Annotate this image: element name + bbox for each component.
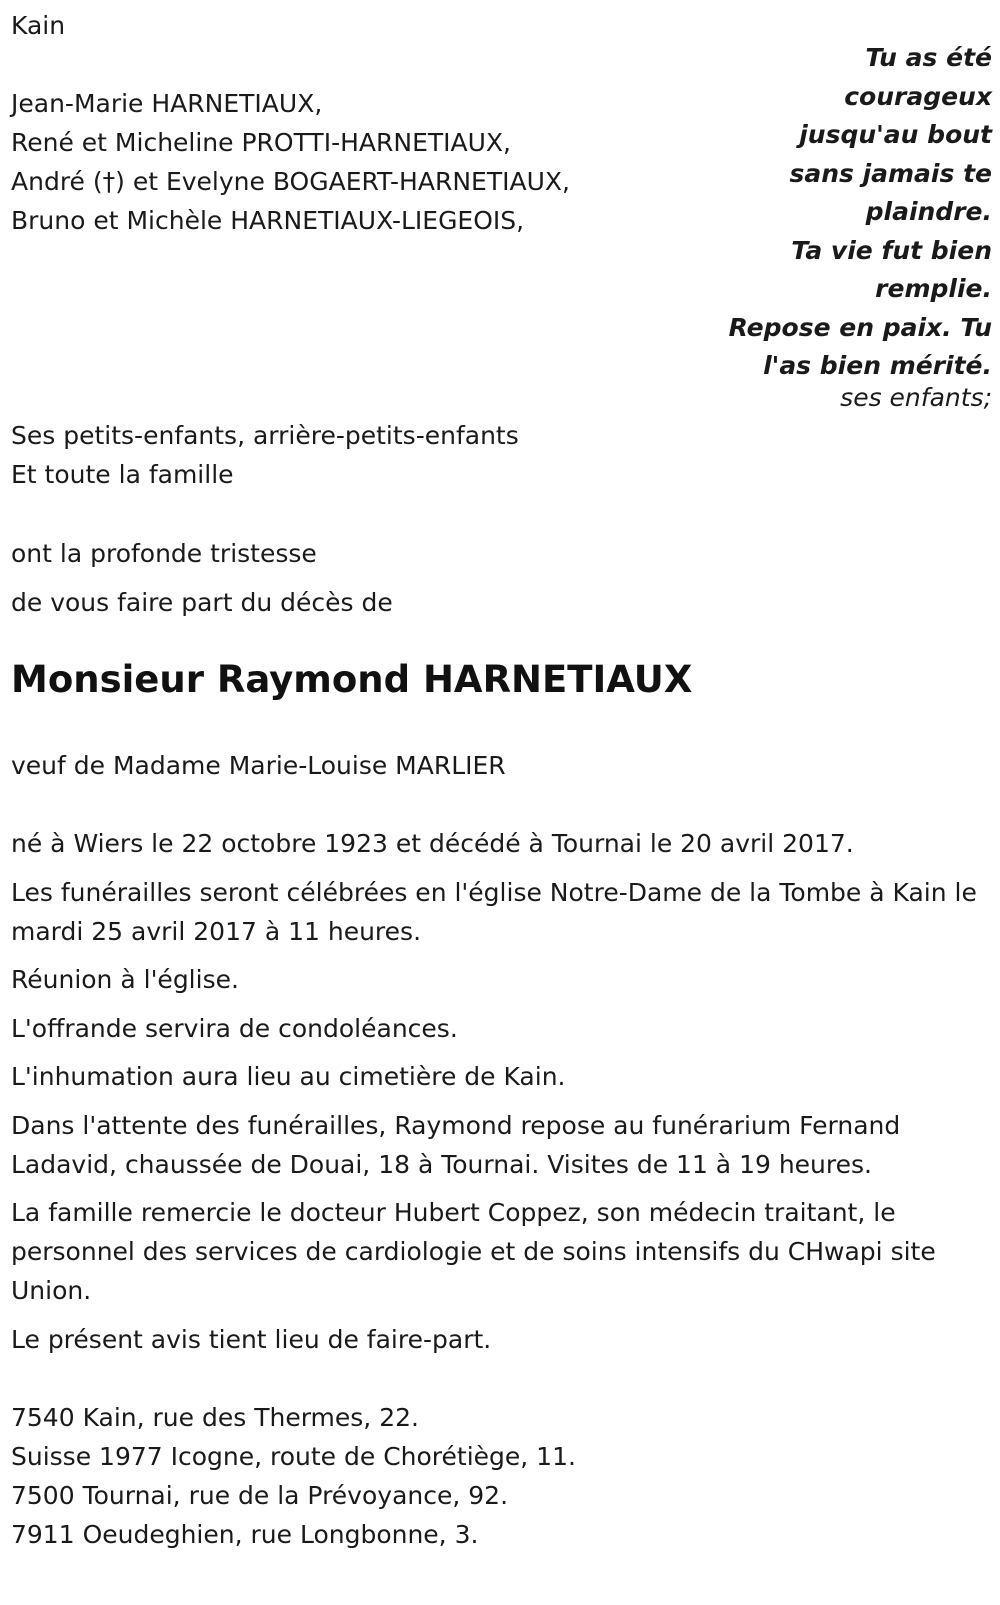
family-member: René et Micheline PROTTI-HARNETIAUX, — [11, 128, 511, 157]
detail-paragraph: La famille remercie le docteur Hubert Coppez, son médecin traitant, le personnel des services de cardiologie et de soins intensifs du CHwapi site Union. — [11, 1198, 936, 1305]
quote-line: Tu as été — [865, 43, 992, 72]
quote-line: remplie. — [875, 274, 992, 303]
funeral-details — [11, 824, 979, 1368]
announcement-line: de vous faire part du décès de — [11, 588, 393, 617]
detail-paragraph: Réunion à l'église. — [11, 965, 239, 994]
grandchildren-block — [11, 416, 519, 494]
detail-paragraph: L'inhumation aura lieu au cimetière de Kain. — [11, 1062, 566, 1091]
quote-line: jusqu'au bout — [799, 120, 992, 149]
quote-line: Ta vie fut bien — [791, 235, 992, 265]
family-member: Jean-Marie HARNETIAUX, — [11, 89, 323, 118]
family-list — [11, 84, 570, 240]
grandchildren-line: Et toute la famille — [11, 460, 234, 489]
address-line: Suisse 1977 Icogne, route de Chorétiège, 11. — [11, 1442, 576, 1471]
quote-line: Repose en paix. Tu — [728, 312, 992, 342]
family-member: André (†) et Evelyne BOGAERT-HARNETIAUX, — [11, 167, 570, 196]
quote-line: plaindre. — [865, 197, 992, 226]
address-line: 7911 Oeudeghien, rue Longbonne, 3. — [11, 1520, 479, 1549]
detail-paragraph: Le présent avis tient lieu de faire-part. — [11, 1324, 492, 1354]
place-heading: Kain — [11, 11, 66, 40]
quote-line: sans jamais te — [789, 158, 992, 188]
detail-paragraph: né à Wiers le 22 octobre 1923 et décédé à Tournai le 20 avril 2017. — [11, 829, 854, 858]
deceased-name: Monsieur Raymond HARNETIAUX — [11, 658, 693, 701]
widower-line: veuf de Madame Marie-Louise MARLIER — [11, 751, 506, 780]
family-member: Bruno et Michèle HARNETIAUX-LIEGEOIS, — [11, 206, 525, 235]
announcement-line: ont la profonde tristesse — [11, 539, 317, 568]
address-line: 7500 Tournai, rue de la Prévoyance, 92. — [11, 1481, 509, 1510]
detail-paragraph: Les funérailles seront célébrées en l'église Notre-Dame de la Tombe à Kain le mardi 25 avril 2017 à 11 heures. — [11, 877, 977, 946]
memorial-quote — [692, 39, 992, 386]
address-list — [11, 1398, 576, 1554]
quote-line: courageux — [844, 81, 992, 111]
detail-paragraph: L'offrande servira de condoléances. — [11, 1013, 458, 1043]
address-line: 7540 Kain, rue des Thermes, 22. — [11, 1403, 419, 1432]
quote-signature: ses enfants; — [840, 383, 992, 412]
grandchildren-line: Ses petits-enfants, arrière-petits-enfants — [11, 421, 519, 450]
quote-line: l'as bien mérité. — [763, 351, 992, 380]
detail-paragraph: Dans l'attente des funérailles, Raymond repose au funérarium Fernand Ladavid, chaussée de Douai, 18 à Tournai. Visites de 11 à 19 heures. — [11, 1110, 901, 1179]
